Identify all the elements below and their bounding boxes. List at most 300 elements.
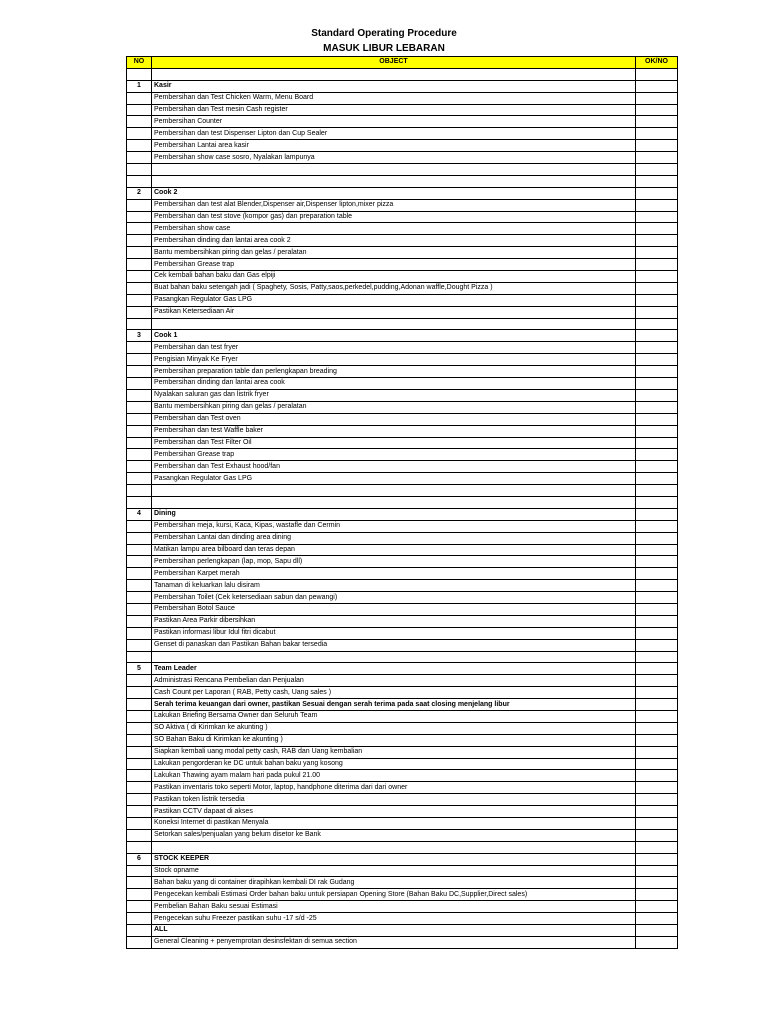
row-object-cell: Pembersihan dan test stove (kompor gas) dan preparation table [152,211,636,223]
row-number-cell [127,818,152,830]
row-object-cell: Pembersihan show case [152,223,636,235]
row-number-cell: 5 [127,663,152,675]
row-ok-cell[interactable] [636,378,678,390]
table-row [127,211,678,223]
table-row [127,354,678,366]
row-object-cell: Pembersihan perlengkapan (lap, mop, Sapu dll) [152,556,636,568]
row-ok-cell[interactable] [636,128,678,140]
row-object-cell: Genset di panaskan dan Pastikan Bahan bakar tersedia [152,639,636,651]
row-number-cell [127,342,152,354]
table-row [127,496,678,508]
row-ok-cell[interactable] [636,389,678,401]
row-number-cell [127,485,152,497]
table-row [127,401,678,413]
row-number-cell [127,223,152,235]
row-ok-cell[interactable] [636,687,678,699]
table-row [127,818,678,830]
table-row [127,770,678,782]
row-object-cell [152,68,636,80]
row-object-cell: Bantu membersihkan piring dan gelas / peralatan [152,401,636,413]
row-number-cell: 2 [127,187,152,199]
row-object-cell [152,164,636,176]
row-number-cell [127,722,152,734]
row-ok-cell[interactable] [636,294,678,306]
row-ok-cell[interactable] [636,449,678,461]
row-ok-cell[interactable] [636,603,678,615]
row-object-cell: Pembersihan dan Test Chicken Warm, Menu Board [152,92,636,104]
table-row [127,889,678,901]
table-row [127,247,678,259]
row-ok-cell[interactable] [636,592,678,604]
row-number-cell [127,175,152,187]
row-ok-cell[interactable] [636,568,678,580]
table-row [127,615,678,627]
row-number-cell [127,770,152,782]
row-number-cell: 1 [127,80,152,92]
row-number-cell [127,140,152,152]
row-object-cell [152,841,636,853]
row-number-cell [127,92,152,104]
row-number-cell [127,758,152,770]
table-row [127,782,678,794]
row-ok-cell[interactable] [636,675,678,687]
row-number-cell [127,413,152,425]
table-row [127,378,678,390]
table-row [127,829,678,841]
table-row [127,187,678,199]
sop-checklist-table [126,56,678,949]
row-object-cell: Cook 1 [152,330,636,342]
row-ok-cell[interactable] [636,425,678,437]
row-object-cell: Serah terima keuangan dari owner, pastikan Sesuai dengan serah terima pada saat closing menjelang libur [152,699,636,711]
table-row [127,663,678,675]
row-object-cell: Administrasi Rencana Pembelian dan Penjualan [152,675,636,687]
row-ok-cell[interactable] [636,925,678,937]
row-ok-cell[interactable] [636,496,678,508]
row-ok-cell[interactable] [636,794,678,806]
row-number-cell [127,592,152,604]
row-ok-cell[interactable] [636,152,678,164]
row-number-cell [127,235,152,247]
table-row [127,425,678,437]
row-ok-cell[interactable] [636,104,678,116]
row-object-cell: Team Leader [152,663,636,675]
row-number-cell [127,473,152,485]
row-number-cell [127,877,152,889]
row-object-cell: Pembersihan dan Test oven [152,413,636,425]
row-object-cell: Pembersihan Botol Sauce [152,603,636,615]
row-number-cell [127,389,152,401]
row-number-cell [127,782,152,794]
table-row [127,461,678,473]
row-number-cell [127,449,152,461]
row-number-cell [127,901,152,913]
row-number-cell [127,425,152,437]
row-ok-cell[interactable] [636,223,678,235]
table-row [127,342,678,354]
row-ok-cell[interactable] [636,282,678,294]
table-row [127,746,678,758]
table-row [127,877,678,889]
row-object-cell [152,496,636,508]
row-object-cell: Pembersihan dinding dan lantai area cook [152,378,636,390]
header-ok: OK/NO [636,57,678,69]
row-object-cell: Pembersihan Counter [152,116,636,128]
row-number-cell [127,104,152,116]
document-subtitle: MASUK LIBUR LEBARAN [323,43,445,54]
row-object-cell: Pembersihan dinding dan lantai area cook 2 [152,235,636,247]
table-row [127,282,678,294]
row-object-cell: Pembersihan dan test Waffle baker [152,425,636,437]
row-ok-cell[interactable] [636,247,678,259]
row-object-cell [152,175,636,187]
table-row [127,68,678,80]
row-object-cell [152,651,636,663]
table-row [127,140,678,152]
row-ok-cell[interactable] [636,699,678,711]
row-number-cell [127,128,152,140]
row-ok-cell[interactable] [636,271,678,283]
row-number-cell [127,271,152,283]
row-ok-cell[interactable] [636,401,678,413]
table-row [127,259,678,271]
row-ok-cell[interactable] [636,782,678,794]
row-object-cell: Pastikan Ketersediaan Air [152,306,636,318]
row-object-cell: Stock opname [152,865,636,877]
row-number-cell [127,794,152,806]
row-ok-cell[interactable] [636,746,678,758]
row-number-cell: 6 [127,853,152,865]
row-object-cell: Cek kembali bahan baku dan Gas elpiji [152,271,636,283]
row-ok-cell[interactable] [636,734,678,746]
row-ok-cell[interactable] [636,485,678,497]
row-ok-cell[interactable] [636,556,678,568]
row-ok-cell[interactable] [636,818,678,830]
table-row [127,152,678,164]
table-row [127,128,678,140]
row-object-cell: Cash Count per Laporan ( RAB, Petty cash, Uang sales ) [152,687,636,699]
table-row [127,925,678,937]
row-object-cell: Pembersihan dan Test Filter Oil [152,437,636,449]
row-number-cell [127,354,152,366]
row-number-cell [127,199,152,211]
row-ok-cell[interactable] [636,544,678,556]
row-object-cell: Cook 2 [152,187,636,199]
row-ok-cell[interactable] [636,841,678,853]
row-number-cell [127,925,152,937]
row-object-cell [152,318,636,330]
row-number-cell [127,152,152,164]
row-number-cell [127,378,152,390]
row-ok-cell[interactable] [636,710,678,722]
row-number-cell [127,710,152,722]
row-ok-cell[interactable] [636,913,678,925]
row-number-cell [127,568,152,580]
table-row [127,568,678,580]
row-number-cell [127,687,152,699]
row-object-cell: Lakukan Thawing ayam malam hari pada pukul 21.00 [152,770,636,782]
row-ok-cell[interactable] [636,211,678,223]
row-ok-cell[interactable] [636,758,678,770]
row-number-cell [127,889,152,901]
table-row [127,520,678,532]
table-header-row [127,57,678,69]
row-object-cell: Lakukan Briefing Bersama Owner dan Seluruh Team [152,710,636,722]
row-object-cell: Koneksi Internet di pastikan Menyala [152,818,636,830]
table-row [127,306,678,318]
row-number-cell [127,841,152,853]
table-row [127,603,678,615]
row-number-cell [127,829,152,841]
row-ok-cell[interactable] [636,722,678,734]
row-number-cell [127,746,152,758]
row-ok-cell[interactable] [636,366,678,378]
row-object-cell: Bahan baku yang di container dirapihkan kembali DI rak Gudang [152,877,636,889]
table-row [127,532,678,544]
row-ok-cell[interactable] [636,259,678,271]
table-row [127,841,678,853]
row-object-cell: Matikan lampu area bilboard dan teras depan [152,544,636,556]
table-row [127,271,678,283]
table-row [127,437,678,449]
row-ok-cell[interactable] [636,187,678,199]
table-row [127,449,678,461]
row-number-cell [127,639,152,651]
table-row [127,651,678,663]
table-row [127,913,678,925]
table-row [127,223,678,235]
row-object-cell: Lakukan pengorderan ke DC untuk bahan baku yang kosong [152,758,636,770]
row-number-cell [127,116,152,128]
row-number-cell [127,580,152,592]
table-row [127,758,678,770]
table-row [127,580,678,592]
row-object-cell: Pastikan Area Parkir dibersihkan [152,615,636,627]
table-row [127,330,678,342]
row-ok-cell[interactable] [636,199,678,211]
row-ok-cell[interactable] [636,508,678,520]
row-number-cell [127,164,152,176]
row-object-cell: Pasangkan Regulator Gas LPG [152,294,636,306]
row-ok-cell[interactable] [636,164,678,176]
table-row [127,675,678,687]
row-ok-cell[interactable] [636,901,678,913]
row-object-cell: Pengecekan kembali Estimasi Order bahan baku untuk persiapan Opening Store (Bahan Baku DC,Supplier,Direct sales) [152,889,636,901]
row-number-cell [127,496,152,508]
table-row [127,366,678,378]
row-number-cell: 3 [127,330,152,342]
table-row [127,627,678,639]
table-row [127,853,678,865]
table-row [127,235,678,247]
row-object-cell: SO Aktiva ( di Kirimkan ke akunting ) [152,722,636,734]
table-row [127,413,678,425]
row-object-cell: Buat bahan baku setengah jadi ( Spaghety, Sosis, Patty,saos,perkedel,pudding,Adonan waffle,Dought Pizza ) [152,282,636,294]
table-row [127,710,678,722]
row-ok-cell[interactable] [636,413,678,425]
row-object-cell: Bantu membersihkan piring dan gelas / peralatan [152,247,636,259]
table-row [127,556,678,568]
header-object: OBJECT [152,57,636,69]
row-number-cell [127,865,152,877]
table-row [127,164,678,176]
row-number-cell [127,259,152,271]
row-ok-cell[interactable] [636,615,678,627]
row-object-cell: Dining [152,508,636,520]
row-number-cell [127,556,152,568]
row-ok-cell[interactable] [636,806,678,818]
table-row [127,901,678,913]
row-number-cell [127,603,152,615]
row-ok-cell[interactable] [636,532,678,544]
row-object-cell: Pembersihan meja, kursi, Kaca, Kipas, wastafle dan Cermin [152,520,636,532]
row-object-cell: Pembersihan Lantai area kasir [152,140,636,152]
row-object-cell: Pastikan token listrik tersedia [152,794,636,806]
row-ok-cell[interactable] [636,627,678,639]
row-ok-cell[interactable] [636,80,678,92]
row-object-cell: Pembersihan preparation table dan perlengkapan breading [152,366,636,378]
row-number-cell [127,675,152,687]
row-object-cell: STOCK KEEPER [152,853,636,865]
row-number-cell: 4 [127,508,152,520]
row-number-cell [127,806,152,818]
row-number-cell [127,437,152,449]
table-row [127,734,678,746]
row-object-cell: Pembersihan dan test Dispenser Lipton dan Cup Sealer [152,128,636,140]
row-object-cell: Pastikan inventaris toko seperti Motor, laptop, handphone diterima dari dari owner [152,782,636,794]
table-row [127,865,678,877]
row-object-cell: Pembelian Bahan Baku sesuai Estimasi [152,901,636,913]
row-number-cell [127,651,152,663]
row-ok-cell[interactable] [636,235,678,247]
row-number-cell [127,294,152,306]
row-object-cell: Setorkan sales/penjualan yang belum disetor ke Bank [152,829,636,841]
row-object-cell: Pembersihan dan test alat Blender,Dispenser air,Dispenser lipton,mixer pizza [152,199,636,211]
row-ok-cell[interactable] [636,116,678,128]
table-row [127,294,678,306]
table-row [127,318,678,330]
row-number-cell [127,282,152,294]
row-object-cell: Pembersihan Grease trap [152,259,636,271]
table-body [127,68,678,948]
row-object-cell: Pengisian Minyak Ke Fryer [152,354,636,366]
row-object-cell: Pastikan CCTV dapaat di akses [152,806,636,818]
table-row [127,806,678,818]
row-ok-cell[interactable] [636,936,678,948]
row-object-cell: Pembersihan Karpet merah [152,568,636,580]
row-number-cell [127,318,152,330]
row-ok-cell[interactable] [636,437,678,449]
row-number-cell [127,247,152,259]
row-ok-cell[interactable] [636,92,678,104]
row-ok-cell[interactable] [636,889,678,901]
row-ok-cell[interactable] [636,473,678,485]
row-number-cell [127,913,152,925]
row-ok-cell[interactable] [636,865,678,877]
row-number-cell [127,936,152,948]
row-object-cell: Pembersihan show case sosro, Nyalakan lampunya [152,152,636,164]
row-ok-cell[interactable] [636,306,678,318]
row-object-cell: Kasir [152,80,636,92]
table-row [127,508,678,520]
table-row [127,485,678,497]
row-ok-cell[interactable] [636,651,678,663]
table-row [127,116,678,128]
row-number-cell [127,68,152,80]
row-object-cell: Tanaman di keluarkan lalu disiram [152,580,636,592]
row-object-cell [152,485,636,497]
row-number-cell [127,532,152,544]
row-number-cell [127,306,152,318]
table-row [127,936,678,948]
row-object-cell: Pengecekan suhu Freezer pastikan suhu -17 s/d -25 [152,913,636,925]
table-row [127,687,678,699]
table-row [127,722,678,734]
row-object-cell: Pembersihan dan Test Exhaust hood/fan [152,461,636,473]
row-ok-cell[interactable] [636,877,678,889]
row-object-cell: General Cleaning + penyemprotan desinsfektan di semua section [152,936,636,948]
table-row [127,639,678,651]
table-row [127,104,678,116]
row-number-cell [127,211,152,223]
row-number-cell [127,699,152,711]
row-ok-cell[interactable] [636,330,678,342]
row-ok-cell[interactable] [636,68,678,80]
row-number-cell [127,627,152,639]
row-ok-cell[interactable] [636,175,678,187]
row-ok-cell[interactable] [636,639,678,651]
row-object-cell: Pembersihan dan Test mesin Cash register [152,104,636,116]
row-ok-cell[interactable] [636,829,678,841]
table-row [127,92,678,104]
table-row [127,389,678,401]
row-object-cell: Pasangkan Regulator Gas LPG [152,473,636,485]
table-row [127,592,678,604]
row-ok-cell[interactable] [636,354,678,366]
document-title: Standard Operating Procedure [311,28,457,39]
row-object-cell: Pembersihan dan test fryer [152,342,636,354]
row-object-cell: Pembersihan Toilet (Cek ketersediaan sabun dan pewangi) [152,592,636,604]
row-object-cell: Pembersihan Lantai dan dinding area dining [152,532,636,544]
table-row [127,544,678,556]
row-object-cell: Nyalakan saluran gas dan listrik fryer [152,389,636,401]
row-object-cell: Pastikan informasi libur Idul fitri dicabut [152,627,636,639]
row-ok-cell[interactable] [636,318,678,330]
table-row [127,199,678,211]
header-no: NO [127,57,152,69]
row-ok-cell[interactable] [636,853,678,865]
table-row [127,699,678,711]
row-ok-cell[interactable] [636,580,678,592]
row-number-cell [127,520,152,532]
row-ok-cell[interactable] [636,770,678,782]
row-ok-cell[interactable] [636,140,678,152]
row-ok-cell[interactable] [636,461,678,473]
table-row [127,80,678,92]
table-row [127,175,678,187]
row-number-cell [127,615,152,627]
row-number-cell [127,366,152,378]
row-ok-cell[interactable] [636,663,678,675]
row-ok-cell[interactable] [636,520,678,532]
table-row [127,473,678,485]
row-number-cell [127,544,152,556]
row-object-cell: Pembersihan Grease trap [152,449,636,461]
row-number-cell [127,461,152,473]
row-ok-cell[interactable] [636,342,678,354]
row-object-cell: SO Bahan Baku di Kirimkan ke akunting ) [152,734,636,746]
table-row [127,794,678,806]
